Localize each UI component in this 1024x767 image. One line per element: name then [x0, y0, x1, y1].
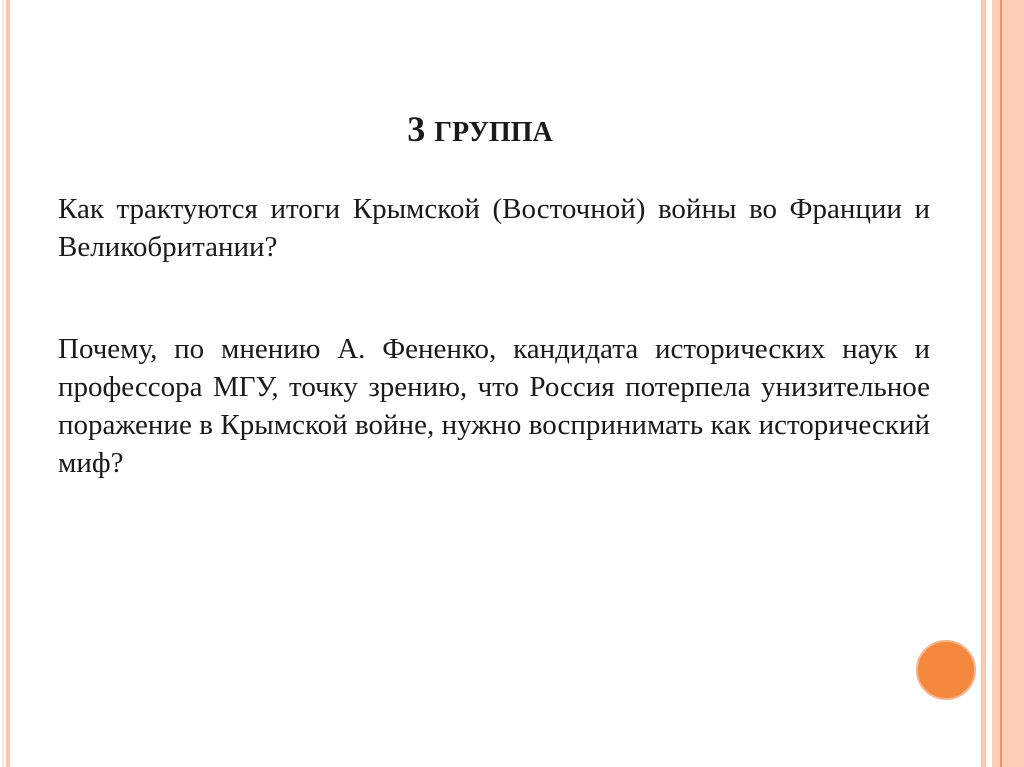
right-border-stripe-wide — [992, 0, 1024, 767]
question-2: Почему, по мнению А. Фененко, кандидата исторических наук и профессора МГУ, точку зрению, что Россия потерпела унизительное поражение в Крымской войне, нужно воспринимать как исторический миф? — [58, 333, 930, 479]
decorative-circle — [916, 640, 976, 700]
question-1: Как трактуются итоги Крымской (Восточной) войны во Франции и Великобритании? — [58, 193, 930, 263]
slide-title: 3 ГРУППА — [407, 109, 553, 149]
right-border-line — [1000, 0, 1002, 767]
right-border-stripe-thin — [981, 0, 986, 767]
